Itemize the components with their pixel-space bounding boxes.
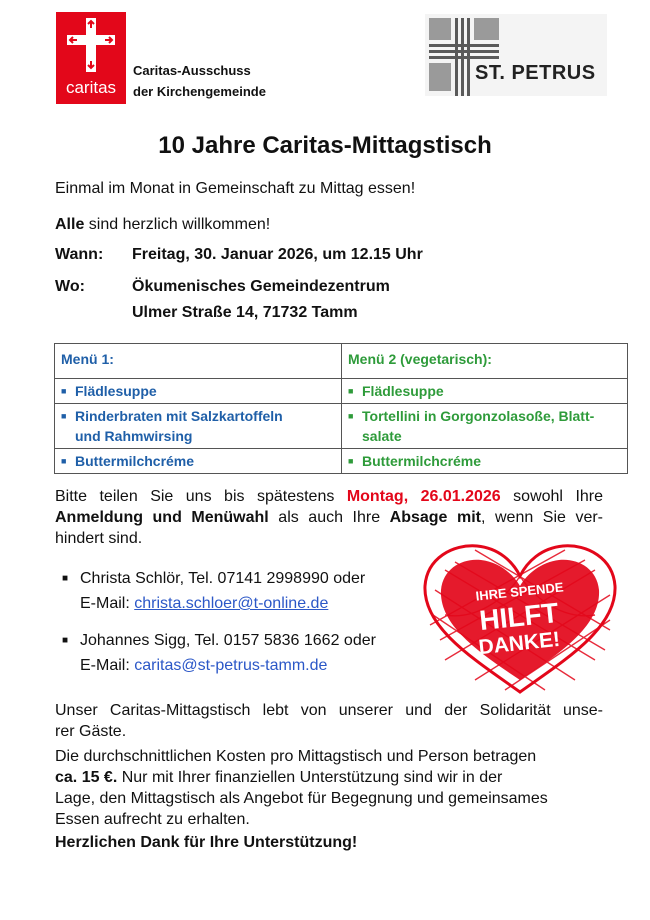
welcome-bold: Alle [55,216,85,233]
menu1-item: ■ Flädlesuppe [61,383,157,399]
caritas-logo-text: caritas [65,78,117,97]
st-petrus-logo [425,14,607,96]
contact-line: Christa Schlör, Tel. 07141 2998990 oder [80,570,366,587]
costs-text: Die durchschnittlichen Kosten pro Mittagstisch und Person betragen ca. 15 €. Nur mit Ihrer finanziellen Unterstützung sind wir in der Lage, den Mittagstisch als Angebot für Begegnung und gemeinsames Essen aufrecht zu erhalten. [55,748,548,828]
menu2-item: ■ Tortellini in Gorgonzolasoße, Blatt- salate [348,408,595,444]
heart-line-2: HILFT [477,596,561,637]
org-line-1: Caritas-Ausschuss [133,63,251,78]
menu2-item: ■ Flädlesuppe [348,383,444,399]
contact-item: ■ Christa Schlör, Tel. 07141 2998990 oder E-Mail: christa.schloer@t-online.de [62,570,366,612]
deadline: Montag, 26.01.2026 [346,488,501,505]
organization-name [133,60,266,102]
st-petrus-logo-text: ST. PETRUS [475,62,596,84]
contact-item: ■ Johannes Sigg, Tel. 0157 5836 1662 oder E-Mail: caritas@st-petrus-tamm.de [62,632,376,674]
when-row [55,246,423,264]
menu-table [54,343,628,474]
menu2-header: Menü 2 (vegetarisch): [342,344,628,379]
caritas-cross-icon [67,18,115,72]
where-row [55,278,390,296]
menu1-item: ■ Rinderbraten mit Salzkartoffeln und Rahmwirsing [61,408,283,444]
menu-row [55,449,628,474]
org-line-2: der Kirchengemeinde [133,84,266,99]
when-label: Wann: [55,246,104,263]
menu-row [55,404,628,449]
caritas-logo [56,12,126,104]
thanks-text: Herzlichen Dank für Ihre Unterstützung! [55,834,358,851]
menu1-header: Menü 1: [55,344,342,379]
menu1-item: ■ Buttermilchcréme [61,453,195,469]
where-line-2: Ulmer Straße 14, 71732 Tamm [132,304,358,321]
where-line-1: Ökumenisches Gemeindezentrum [132,278,390,295]
welcome-rest: sind herzlich willkommen! [84,216,271,233]
email-link[interactable]: christa.schloer@t-online.de [134,595,329,612]
intro-text: Einmal im Monat in Gemeinschaft zu Mittag essen! [55,180,416,197]
menu2-item: ■ Buttermilchcréme [348,453,482,469]
where-label: Wo: [55,278,85,295]
email-link[interactable]: caritas@st-petrus-tamm.de [134,657,328,674]
heart-line-1: IHRE SPENDE [474,579,565,604]
donation-heart-graphic [415,540,625,700]
welcome-text [55,216,270,234]
when-value: Freitag, 30. Januar 2026, um 12.15 Uhr [132,246,423,263]
heart-line-3: DANKE! [477,627,562,660]
menu-header-row [55,344,628,379]
solidarity-text: Unser Caritas-Mittagstisch lebt von unserer und der Solidarität unse- rer Gäste. [55,702,603,740]
menu-row [55,379,628,404]
page-title: 10 Jahre Caritas-Mittagstisch [158,132,492,159]
contact-line: Johannes Sigg, Tel. 0157 5836 1662 oder [80,632,376,649]
registration-text: Bitte teilen Sie uns bis spätestens Montag, 26.01.2026 sowohl Ihre Anmeldung und Menüwahl als auch Ihre Absage mit, wenn Sie ver- hindert sind. [55,488,604,547]
